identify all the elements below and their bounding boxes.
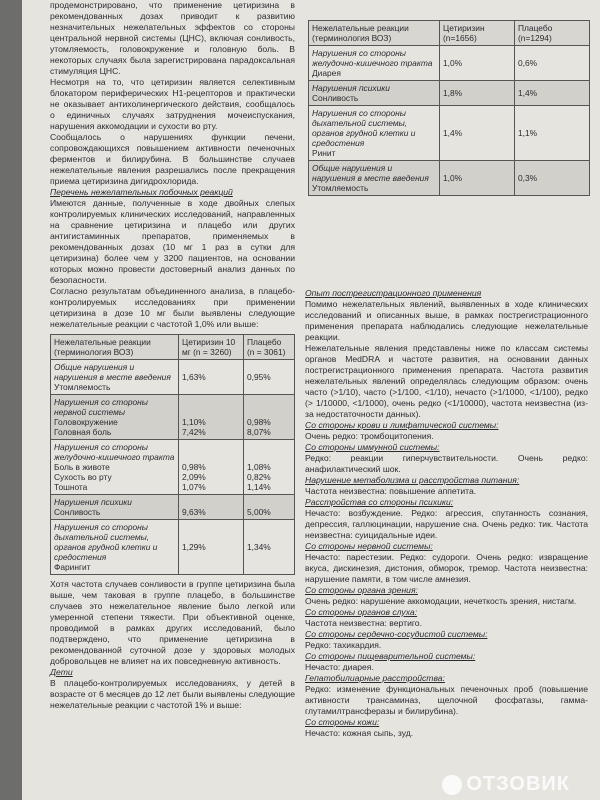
- section-title: Гепатобилиарные расстройства:: [305, 673, 445, 683]
- row-item: Головокружение Головная боль: [54, 417, 118, 437]
- row-placebo-value: 1,1%: [515, 106, 590, 161]
- header-reactions: Нежелательные реакции (терминология ВОЗ): [51, 335, 179, 360]
- section-text: Очень редко: нарушение аккомодации, нечеткость зрения, нистагм.: [305, 596, 577, 606]
- right-paragraph-1: Помимо нежелательных явлений, выявленных в ходе клинических исследований и описанных выше, в рамках пострегистрационного применения препарата наблюдались следующие нежелательные реакции.: [305, 299, 588, 342]
- section: [305, 717, 588, 739]
- table-row: [51, 395, 295, 440]
- row-group: Нарушения психики: [312, 83, 390, 93]
- watermark: [442, 773, 570, 796]
- row-drug-value: 1,0%: [440, 161, 515, 196]
- row-item: Диарея: [312, 68, 341, 78]
- row-item: Утомляемость: [54, 382, 111, 392]
- header-drug: Цетиризин (n=1656): [440, 21, 515, 46]
- section-text: Нечасто: диарея.: [305, 662, 374, 672]
- left-paragraph-6: Хотя частота случаев сонливости в группе цетиризина была выше, чем таковая в группе плацебо, в большинстве случаев это нежелательное явление было легкой или умеренной степени тяжести. При объективной оценке, проводимой в рамках других исследований, было подтверждено, что применение цетиризина в рекомендованной суточной дозе у здоровых молодых добровольцев не влияет на их повседневную активность.: [50, 579, 295, 666]
- row-placebo-value: 1,4%: [515, 81, 590, 106]
- table-row: [51, 360, 295, 395]
- section: [305, 541, 588, 585]
- table-row: [51, 520, 295, 575]
- header-placebo: Плацебо (n=1294): [515, 21, 590, 46]
- left-paragraph-2: Несмотря на то, что цетиризин является селективным блокатором периферических Н1-рецепторов и практически не оказывает антихолинергического действия, сообщалось о единичных случаях затруднения мочеиспускания, нарушения аккомодации и сухости во рту.: [50, 77, 295, 131]
- section: [305, 475, 588, 497]
- section-title: Нарушение метаболизма и расстройства питания:: [305, 475, 520, 485]
- row-drug-value: 9,63%: [179, 495, 244, 520]
- row-drug-value: 1,0%: [440, 46, 515, 81]
- row-group: Нарушения со стороны нервной системы: [54, 397, 148, 417]
- section-text: Частота неизвестна: повышение аппетита.: [305, 486, 477, 496]
- row-item: Сонливость: [54, 507, 101, 517]
- header-reactions: Нежелательные реакции (терминология ВОЗ): [309, 21, 440, 46]
- header-placebo: Плацебо (n = 3061): [244, 335, 295, 360]
- table-row: [51, 495, 295, 520]
- section-text: Частота неизвестна: вертиго.: [305, 618, 422, 628]
- section: [305, 497, 588, 541]
- left-intro: продемонстрировано, что применение цетиризина в рекомендованных дозах приводит к развитию незначительных нежелательных эффектов со стороны центральной нервной системы (ЦНС), включая сонливость, утомляемость, головокружение и головную боль. В некоторых случаях была зарегистрирована парадоксальная стимуляция ЦНС.: [50, 0, 295, 76]
- section: [305, 607, 588, 629]
- row-drug-value: 1,8%: [440, 81, 515, 106]
- row-group: Общие нарушения и нарушения в месте введения: [312, 163, 429, 183]
- section: [305, 585, 588, 607]
- section-title: Со стороны иммунной системы:: [305, 442, 440, 452]
- table-row: [309, 106, 590, 161]
- row-placebo-value: 1,34%: [244, 520, 295, 575]
- section-title: Со стороны нервной системы:: [305, 541, 433, 551]
- background-edge: [0, 0, 22, 800]
- row-item: Сонливость: [312, 93, 359, 103]
- section: [305, 629, 588, 651]
- row-group: Нарушения со стороны желудочно-кишечного тракта: [312, 48, 433, 68]
- row-drug-value: 1,4%: [440, 106, 515, 161]
- section-title: Со стороны пищеварительной системы:: [305, 651, 476, 661]
- section: [305, 651, 588, 673]
- row-item: Утомляемость: [312, 183, 369, 193]
- row-drug-value: 1,29%: [179, 520, 244, 575]
- row-placebo-value: 0,3%: [515, 161, 590, 196]
- section-title: Со стороны кожи:: [305, 717, 380, 727]
- section-title: Со стороны органа зрения:: [305, 585, 418, 595]
- left-column: [50, 0, 295, 711]
- section: [305, 442, 588, 475]
- row-item: Боль в животе Сухость во рту Тошнота: [54, 462, 112, 492]
- section-title: Расстройства со стороны психики:: [305, 497, 454, 507]
- section-title: Со стороны сердечно-сосудистой системы:: [305, 629, 488, 639]
- section-text: Очень редко: тромбоцитопения.: [305, 431, 434, 441]
- table-row: [51, 440, 295, 495]
- row-group: Нарушения со стороны дыхательной системы, органов грудной клетки и средостения: [312, 108, 416, 148]
- row-placebo-value: 0,6%: [515, 46, 590, 81]
- table-row: [309, 81, 590, 106]
- table-header-row: [51, 335, 295, 360]
- section-text: Нечасто: парестезии. Редко: судороги. Очень редко: извращение вкуса, дискинезия, дистония, обморок, тремор. Частота неизвестна: нарушение памяти, в том числе амнезия.: [305, 552, 588, 584]
- row-placebo-value: 0,95%: [244, 360, 295, 395]
- row-item: Фарингит: [54, 562, 91, 572]
- right-column: [305, 288, 588, 739]
- section-title: Со стороны органов слуха:: [305, 607, 418, 617]
- section-text: Редко: тахикардия.: [305, 640, 382, 650]
- section-text: Нечасто: возбуждение. Редко: агрессия, спутанность сознания, депрессия, галлюцинации, нарушение сна. Очень редко: тик. Частота неизвестна: суицидальные идеи.: [305, 508, 588, 540]
- row-group: Нарушения со стороны дыхательной системы, органов грудной клетки и средостения: [54, 522, 158, 562]
- left-paragraph-4: Имеются данные, полученные в ходе двойных слепых контролируемых клинических исследований, направленных на сравнение цетиризина и плацебо или других антигистаминных препаратов, применяемых в рекомендованных дозах (10 мг 1 раз в сутки для цетиризина) более чем у 3200 пациентов, на основании которых можно провести достоверный анализ данных по безопасности.: [50, 198, 295, 285]
- table-header-row: [309, 21, 590, 46]
- watermark-text: ОТЗОВИК: [466, 773, 570, 795]
- header-drug: Цетиризин 10 мг (n = 3260): [179, 335, 244, 360]
- postmarketing-heading: Опыт пострегистрационного применения: [305, 288, 482, 298]
- row-drug-value: 0,98% 2,09% 1,07%: [179, 440, 244, 495]
- section-text: Редко: реакции гиперчувствительности. Очень редко: анафилактический шок.: [305, 453, 588, 474]
- left-paragraph-3: Сообщалось о нарушениях функции печени, сопровождающихся повышением активности печеночных ферментов и билирубина. В большинстве случаев нежелательные явления разрешались после прекращения приема цетиризина дигидрохлорида.: [50, 132, 295, 186]
- section: [305, 673, 588, 717]
- row-group: Нарушения психики: [54, 497, 132, 507]
- row-item: Ринит: [312, 148, 336, 158]
- table-row: [309, 161, 590, 196]
- right-adverse-table: [308, 20, 590, 196]
- section-title: Со стороны крови и лимфатической системы:: [305, 420, 499, 430]
- right-paragraph-2: Нежелательные явления представлены ниже по классам системы органов MedDRA и частоте развития, на основании данных пострегистрационного применения препарата. Частота развития нежелательных явлений определялась следующим образом: очень часто (>1/10), часто (>1/100, <1/10), нечасто (>1/1000, <1/100), редко (> 1/10000, <1/1000), очень редко (<1/10000), частота неизвестна (из-за недостаточности данных).: [305, 343, 588, 419]
- row-placebo-value: 5,00%: [244, 495, 295, 520]
- children-heading: Дети: [50, 667, 73, 677]
- left-paragraph-5: Согласно результатам объединенного анализа, в плацебо-контролируемых исследованиях при применении цетиризина в дозе 10 мг были выявлены следующие нежелательные реакции с частотой 1,0% или выше:: [50, 286, 295, 329]
- watermark-logo-icon: [442, 775, 462, 795]
- row-group: Нарушения со стороны желудочно-кишечного тракта: [54, 442, 175, 462]
- row-drug-value: 1,63%: [179, 360, 244, 395]
- row-drug-value: 1,10% 7,42%: [179, 395, 244, 440]
- row-group: Общие нарушения и нарушения в месте введения: [54, 362, 171, 382]
- row-placebo-value: 0,98% 8,07%: [244, 395, 295, 440]
- row-placebo-value: 1,08% 0,82% 1,14%: [244, 440, 295, 495]
- left-heading: Перечень нежелательных побочных реакций: [50, 187, 233, 197]
- section-text: Редко: изменение функциональных печеночных проб (повышение активности трансаминаз, щелочной фосфатазы, гамма-глутамилтрансферазы и билирубина).: [305, 684, 588, 716]
- section-text: Нечасто: кожная сыпь, зуд.: [305, 728, 414, 738]
- table-row: [309, 46, 590, 81]
- section: [305, 420, 588, 442]
- left-paragraph-7: В плацебо-контролируемых исследованиях, у детей в возрасте от 6 месяцев до 12 лет были выявлены следующие нежелательные реакции с частотой 1% и выше:: [50, 678, 295, 710]
- right-table-wrapper: [308, 20, 590, 196]
- left-adverse-table: [50, 334, 295, 575]
